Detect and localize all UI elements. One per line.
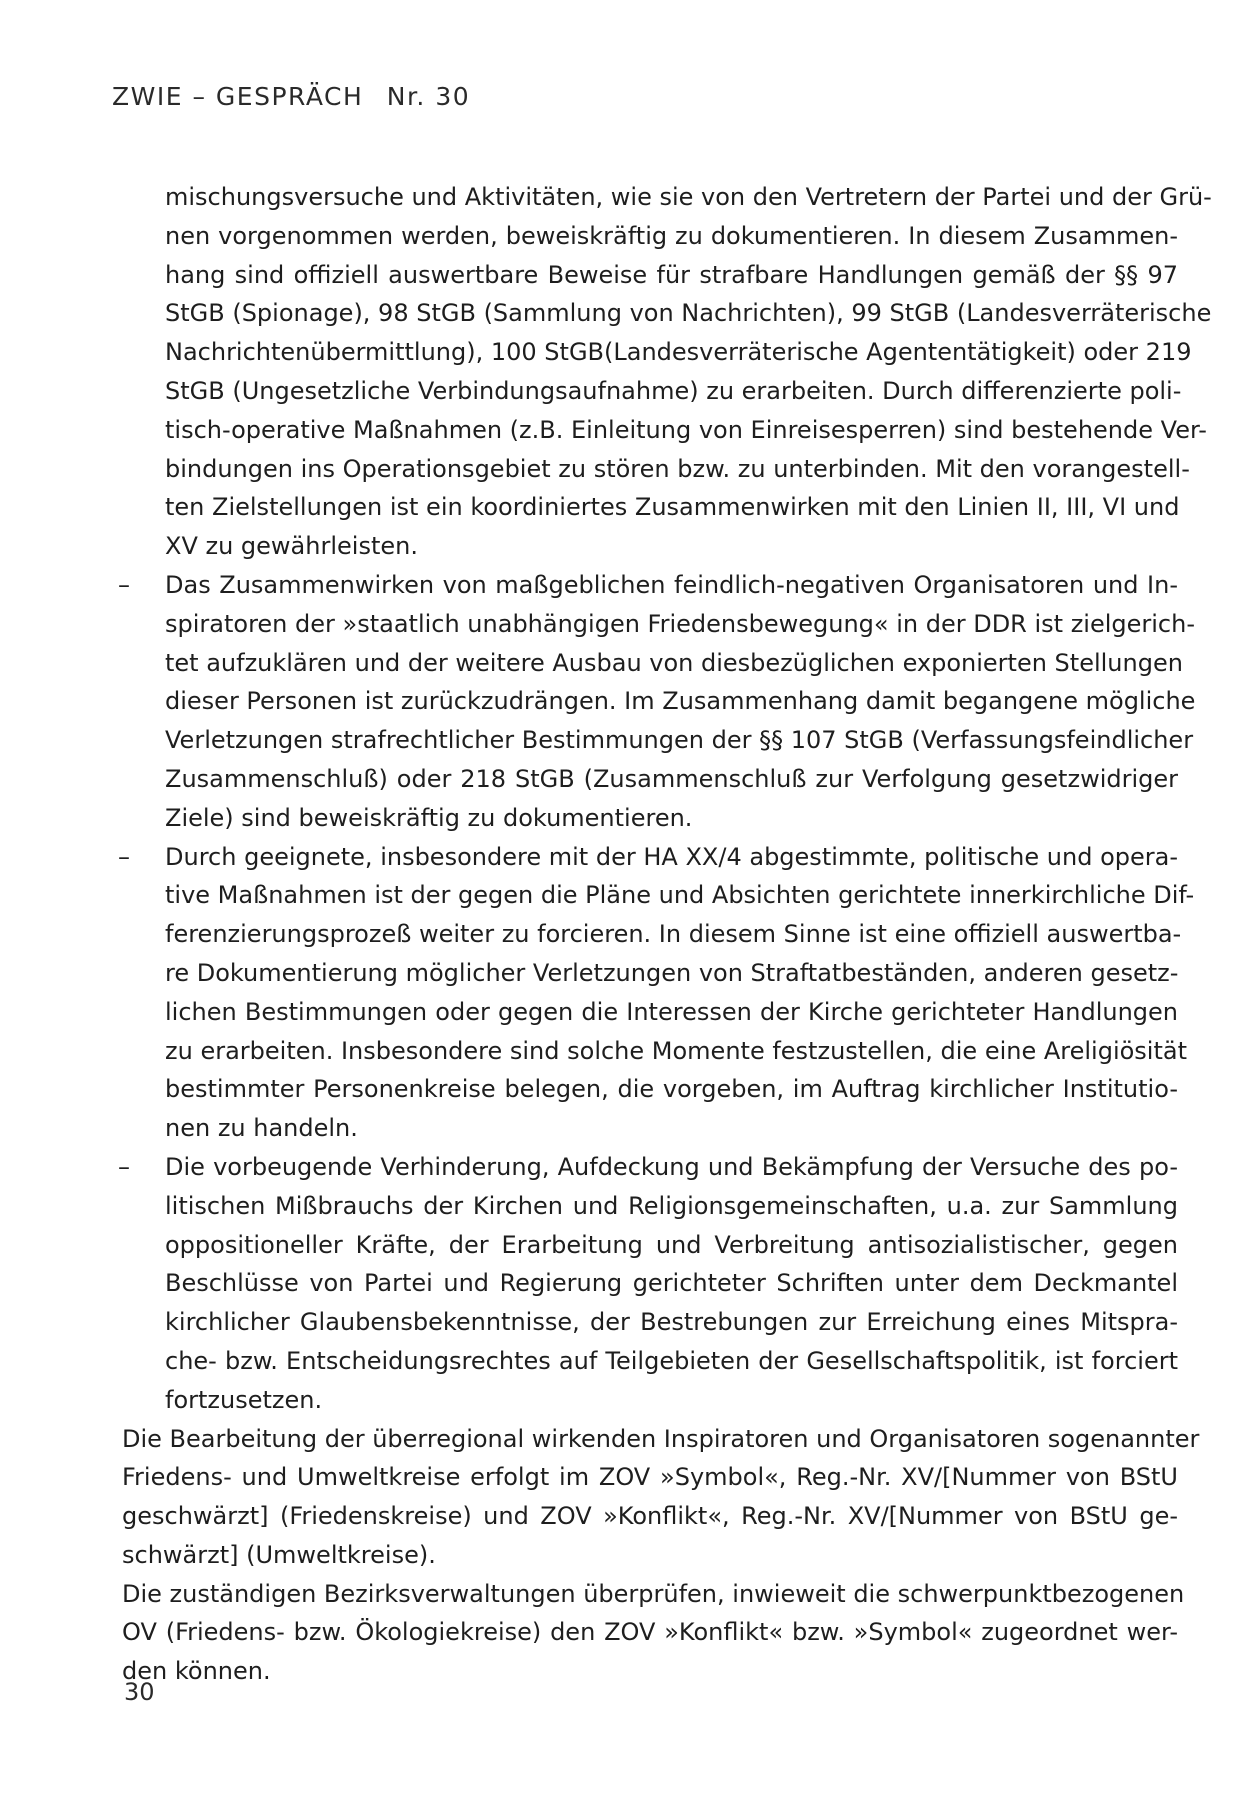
text-line: Zusammenschluß) oder 218 StGB (Zusammenschluß zur Verfolgung gesetzwidriger — [165, 764, 1178, 793]
text-line: dieser Personen ist zurückzudrängen. Im Zusammenhang damit begangene mögliche — [165, 687, 1196, 716]
justified-line — [118, 566, 1178, 605]
running-head — [112, 82, 470, 111]
paragraph — [118, 178, 1212, 566]
last-line — [118, 1652, 1178, 1691]
text-line: zu erarbeiten. Insbesondere sind solche Momente festzustellen, die eine Areligiösität — [165, 1036, 1188, 1065]
justified-line — [118, 333, 1192, 372]
text-line: litischen Mißbrauchs der Kirchen und Religionsgemeinschaften, u.a. zur Sammlung — [165, 1191, 1178, 1220]
text-line: fortzusetzen. — [165, 1385, 323, 1414]
page-number: 30 — [124, 1678, 155, 1706]
text-line: bestimmter Personenkreise belegen, die vorgeben, im Auftrag kirchlicher Institutio- — [165, 1075, 1178, 1104]
justified-line — [118, 1342, 1178, 1381]
text-line: geschwärzt] (Friedenskreise) und ZOV »Konflikt«, Reg.-Nr. XV/[Nummer von BStU ge- — [122, 1502, 1178, 1531]
justified-line — [118, 1575, 1185, 1614]
justified-line — [118, 1497, 1178, 1536]
justified-line — [118, 1458, 1178, 1497]
text-line: Verletzungen strafrechtlicher Bestimmungen der §§ 107 StGB (Verfassungsfeindlicher — [165, 726, 1194, 755]
text-line: kirchlicher Glaubensbekenntnisse, der Bestrebungen zur Erreichung eines Mitspra- — [165, 1308, 1178, 1337]
justified-line — [118, 1148, 1178, 1187]
justified-line — [118, 644, 1183, 683]
justified-line — [118, 450, 1190, 489]
text-line: Friedens- und Umweltkreise erfolgt im ZOV »Symbol«, Reg.-Nr. XV/[Nummer von BStU — [122, 1463, 1178, 1492]
justified-line — [118, 1187, 1178, 1226]
dash-marker: – — [118, 570, 130, 599]
paragraph — [118, 1575, 1185, 1691]
justified-line — [118, 1226, 1178, 1265]
text-line: ten Zielstellungen ist ein koordiniertes Zusammenwirken mit den Linien II, III, VI und — [165, 493, 1180, 522]
justified-line — [118, 876, 1195, 915]
text-line: nen zu handeln. — [165, 1114, 358, 1143]
justified-line — [118, 1613, 1178, 1652]
justified-line — [118, 1303, 1178, 1342]
text-line: nen vorgenommen werden, beweiskräftig zu dokumentieren. In diesem Zusammen- — [165, 221, 1178, 250]
text-line: Durch geeignete, insbesondere mit der HA XX/4 abgestimmte, politische und opera- — [165, 842, 1178, 871]
last-line — [118, 1381, 1178, 1420]
text-line: lichen Bestimmungen oder gegen die Interessen der Kirche gerichteter Handlungen — [165, 997, 1178, 1026]
justified-line — [118, 1032, 1188, 1071]
text-line: Beschlüsse von Partei und Regierung gerichteter Schriften unter dem Deckmantel — [165, 1269, 1178, 1298]
justified-line — [118, 488, 1178, 527]
text-line: Ziele) sind beweiskräftig zu dokumentieren. — [165, 803, 693, 832]
justified-line — [118, 178, 1212, 217]
text-line: Die Bearbeitung der überregional wirkenden Inspiratoren und Organisatoren sogenannter — [122, 1424, 1200, 1453]
justified-line — [118, 256, 1178, 295]
running-head-title: ZWIE – GESPRÄCH — [112, 82, 364, 111]
justified-line — [118, 217, 1178, 256]
paragraph — [118, 1420, 1200, 1575]
text-line: tet aufzuklären und der weitere Ausbau von diesbezüglichen exponierten Stellungen — [165, 648, 1183, 677]
text-line: che- bzw. Entscheidungsrechtes auf Teilgebieten der Gesellschaftspolitik, ist forciert — [165, 1346, 1178, 1375]
text-line: mischungsversuche und Aktivitäten, wie sie von den Vertretern der Partei und der Grü- — [165, 183, 1212, 211]
justified-line — [118, 721, 1194, 760]
text-line: ferenzierungsprozeß weiter zu forcieren. In diesem Sinne ist eine offiziell auswertba- — [165, 920, 1182, 949]
body-text — [118, 178, 1212, 1691]
text-line: schwärzt] (Umweltkreise). — [122, 1540, 436, 1569]
text-line: bindungen ins Operationsgebiet zu stören bzw. zu unterbinden. Mit den vorangestell- — [165, 454, 1190, 483]
justified-line — [118, 411, 1207, 450]
text-line: XV zu gewährleisten. — [165, 532, 418, 561]
text-line: spiratoren der »staatlich unabhängigen Friedensbewegung« in der DDR ist zielgerich- — [165, 609, 1195, 638]
justified-line — [118, 760, 1178, 799]
text-line: StGB (Ungesetzliche Verbindungsaufnahme) zu erarbeiten. Durch differenzierte poli- — [165, 376, 1182, 405]
justified-line — [118, 915, 1182, 954]
dash-list-item — [118, 566, 1196, 838]
justified-line — [118, 838, 1178, 877]
dash-marker: – — [118, 1152, 130, 1181]
justified-line — [118, 993, 1178, 1032]
text-line: Die zuständigen Bezirksverwaltungen überprüfen, inwieweit die schwerpunktbezogenen — [122, 1579, 1185, 1608]
text-line: re Dokumentierung möglicher Verletzungen von Straftatbeständen, anderen gesetz- — [165, 958, 1179, 987]
last-line — [118, 1109, 1178, 1148]
text-line: Nachrichtenübermittlung), 100 StGB(Landesverräterische Agententätigkeit) oder 219 — [165, 338, 1192, 367]
text-line: OV (Friedens- bzw. Ökologiekreise) den ZOV »Konflikt« bzw. »Symbol« zugeordnet wer- — [122, 1618, 1178, 1647]
running-head-issue: Nr. 30 — [386, 82, 471, 111]
text-line: den können. — [122, 1657, 271, 1686]
text-line: oppositioneller Kräfte, der Erarbeitung und Verbreitung antisozialistischer, gegen — [165, 1230, 1178, 1259]
justified-line — [118, 1070, 1178, 1109]
text-line: tive Maßnahmen ist der gegen die Pläne und Absichten gerichtete innerkirchliche Dif- — [165, 881, 1195, 910]
dash-marker: – — [118, 842, 130, 871]
dash-list-item — [118, 838, 1195, 1148]
justified-line — [118, 954, 1178, 993]
dash-list-item — [118, 1148, 1178, 1420]
last-line — [118, 527, 1178, 566]
justified-line — [118, 1264, 1178, 1303]
text-line: StGB (Spionage), 98 StGB (Sammlung von Nachrichten), 99 StGB (Landesverräterische — [165, 299, 1212, 328]
justified-line — [118, 605, 1195, 644]
last-line — [118, 1536, 1178, 1575]
text-line: hang sind offiziell auswertbare Beweise für strafbare Handlungen gemäß der §§ 97 — [165, 260, 1178, 289]
text-line: tisch-operative Maßnahmen (z.B. Einleitung von Einreisesperren) sind bestehende Ver- — [165, 415, 1207, 444]
text-line: Die vorbeugende Verhinderung, Aufdeckung und Bekämpfung der Versuche des po- — [165, 1152, 1178, 1181]
text-line: Das Zusammenwirken von maßgeblichen feindlich-negativen Organisatoren und In- — [165, 570, 1178, 599]
last-line — [118, 799, 1178, 838]
justified-line — [118, 1420, 1200, 1459]
justified-line — [118, 372, 1182, 411]
justified-line — [118, 294, 1212, 333]
justified-line — [118, 682, 1196, 721]
